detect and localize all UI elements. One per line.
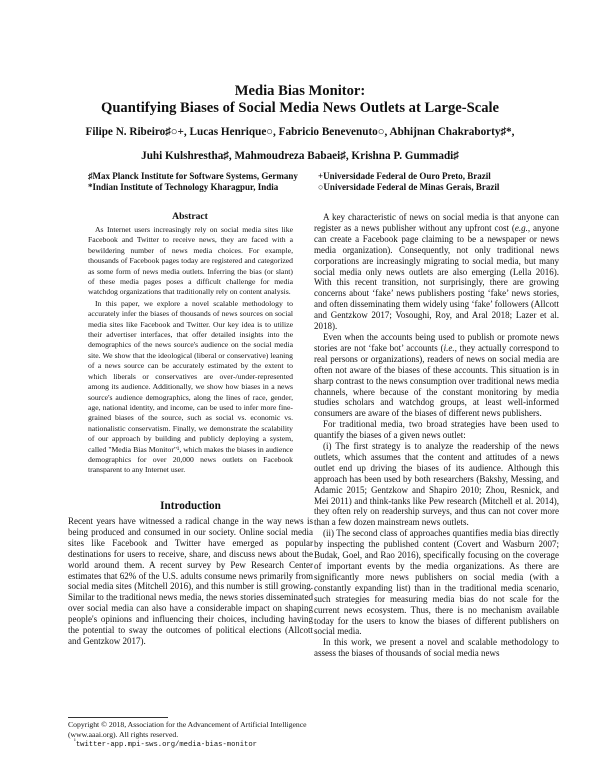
footnote-1 <box>68 739 313 751</box>
right-paragraph-1: A key characteristic of news on social media is that anyone can register as a news publisher without any upfront cost (e.g., anyone can create a Facebook page claiming to be a newspaper or news media organization). Consequently, not only traditional news corporations are increasingly migrating to social media, but many social media only news outlets are also emerging (Lella 2016). With this recent transition, not surprisingly, there are growing concerns about ‘fake’ news publishers posting ‘fake’ news stories, and often disseminating them widely using ‘fake’ followers (Allcott and Gentzkow 2017; Vosoughi, Roy, and Aral 2018; Lazer et al. 2018). <box>314 212 559 332</box>
introduction-paragraph-1: Recent years have witnessed a radical change in the way news is being produced and consumed in our society. Online social media sites like Facebook and Twitter have emerged as popular destinations for users to receive, share, and discuss news about the world around them. A recent survey by Pew Research Center estimates that 62% of the U.S. adults consume news primarily from social media sites (Mitchell 2016), and this number is still growing. Similar to the traditional news media, the news stories disseminated over social media can also have a considerable impact on shaping people's opinions and influencing their choices, including having the potential to sway the outcomes of political elections (Allcott and Gentzkow 2017). <box>68 516 313 646</box>
footnote-rule <box>68 717 168 718</box>
affiliation-iit: *Indian Institute of Technology Kharagpur, India <box>88 182 279 192</box>
right-column-body <box>314 212 559 659</box>
right-paragraph-6: In this work, we present a novel and scalable methodology to assess the biases of thousands of social media news <box>314 637 559 659</box>
paper-title-line2: Quantifying Biases of Social Media News Outlets at Large-Scale <box>100 100 500 116</box>
right-paragraph-3: For traditional media, two broad strategies have been used to quantify the biases of a given news outlet: <box>314 419 559 441</box>
abstract-heading: Abstract <box>172 211 208 222</box>
abstract-paragraph-1: As Internet users increasingly rely on social media sites like Facebook and Twitter to receive news, they are faced with a bewildering number of news media choices. For example, thousands of Facebook pages today are registered and categorized as some form of news media outlets. Inferring the bias (or slant) of these media pages poses a difficult challenge for media watchdog organizations that traditionally rely on content analysis. <box>88 225 293 297</box>
authors-line1: Filipe N. Ribeiro♯○+, Lucas Henrique○, Fabricio Benevenuto○, Abhijnan Chakraborty♯*, <box>85 126 515 138</box>
introduction-heading: Introduction <box>160 500 221 512</box>
right-paragraph-5: (ii) The second class of approaches quantifies media bias directly by inspecting the published content (Covert and Wasburn 2007; Budak, Goel, and Rao 2016), specifically focusing on the coverage of important events by the media organizations. As there are significantly more news publishers on social media (with a constantly expanding list) than in the traditional media scenario, such strategies for measuring media bias do not scale for the current news ecosystem. Thus, there is no mechanism available today for the users to know the biases of different publishers on social media. <box>314 528 559 637</box>
abstract <box>88 225 293 477</box>
right-paragraph-4: (i) The first strategy is to analyze the readership of the news outlets, which assumes that the content and attitudes of a news outlet end up driving the biases of its audience. Although this approach has been used by both researchers (Bakshy, Messing, and Adamic 2015; Gentzkow and Shapiro 2010; Zhou, Resnick, and Mei 2011) and think-tanks like Pew research (Mitchell et al. 2014), they often rely on readership surveys, and thus can not cover more than a few dozen mainstream news outlets. <box>314 441 559 528</box>
footnote-url: twitter-app.mpi-sws.org/media-bias-monitor <box>75 741 257 750</box>
affiliation-mpi: ♯Max Planck Institute for Software Systems, Germany <box>88 171 298 181</box>
abstract-paragraph-2: In this paper, we explore a novel scalable methodology to accurately infer the biases of thousands of news sources on social media sites like Facebook and Twitter. Our key idea is to utilize their advertiser interfaces, that offer detailed insights into the demographics of the news source's audience on the social media site. We show that the ideological (liberal or conservative) leaning of a news source can be accurately estimated by the extent to which liberals or conservatives are over-/under-represented among its audience. Additionally, we show how biases in a news source's audience demographics, along the lines of race, gender, age, national identity, and income, can be used to infer more fine-grained biases of the source, such as social vs. economic vs. nationalistic conservatism. Finally, we demonstrate the scalability of our approach by building and publicly deploying a system, called "Media Bias Monitor"¹, which makes the biases in audience demographics for over 20,000 news outlets on Facebook transparent to any Internet user. <box>88 298 293 475</box>
affiliation-ufop: +Universidade Federal de Ouro Preto, Brazil <box>318 171 491 181</box>
copyright-notice <box>68 717 313 751</box>
footnote-mark: ¹ <box>74 738 76 745</box>
authors-line2: Juhi Kulshrestha♯, Mahmoudreza Babaei♯, Krishna P. Gummadi♯ <box>141 150 459 162</box>
copyright-text: Copyright © 2018, Association for the Advancement of Artificial Intelligence (www.aaai.org). All rights reserved. <box>68 720 307 739</box>
affiliation-ufmg: ○Universidade Federal de Minas Gerais, Brazil <box>318 182 500 192</box>
right-paragraph-2: Even when the accounts being used to publish or promote news stories are not ‘fake bot’ accounts (i.e., they actually correspond to real persons or organizations), readers of news on social media are often not aware of the biases of these accounts. This situation is in sharp contrast to the news consumption over traditional news media channels, where because of the constant monitoring by media studies scholars and watchdog groups, at least well-informed consumers are aware of the biases of different news publishers. <box>314 331 560 419</box>
paper-title-line1: Media Bias Monitor: <box>234 83 366 99</box>
introduction-body <box>68 516 313 647</box>
